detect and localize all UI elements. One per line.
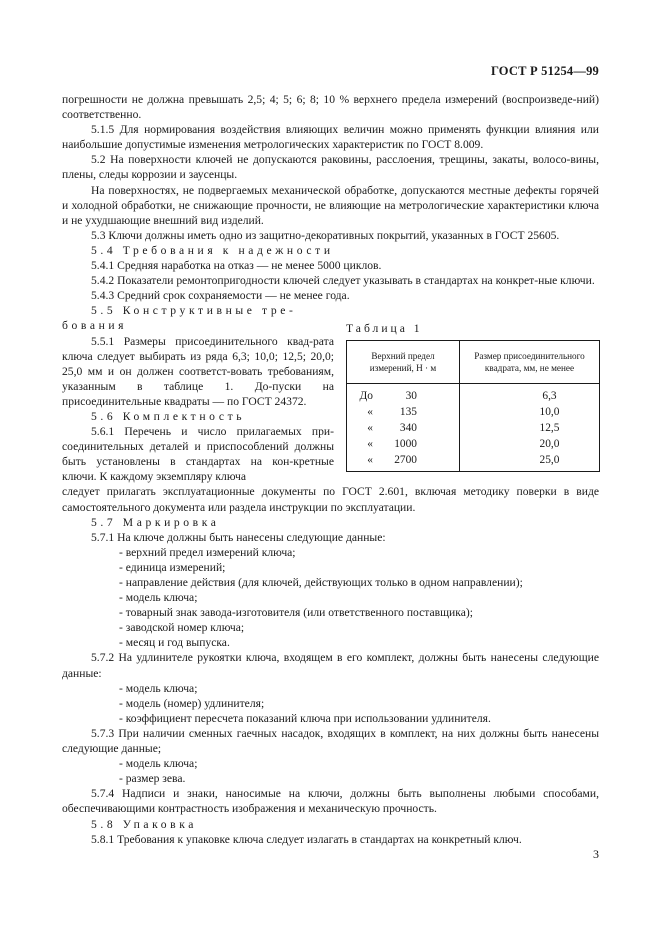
section-5-7-title: 5.7 Маркировка bbox=[91, 515, 220, 529]
paragraph-5-7-4: 5.7.4 Надписи и знаки, наносимые на ключи, должны быть выполнены любыми способами, обеспечивающими контрастность изображения и механическую прочность. bbox=[62, 787, 599, 816]
paragraph-5-1-5: 5.1.5 Для нормирования воздействия влияющих величин можно применять функции влияния или наибольшие допустимые изменения метрологических характеристик по ГОСТ 8.009. bbox=[62, 123, 599, 152]
row-limit: 340 bbox=[399, 422, 417, 434]
list-item: - коэффициент пересчета показаний ключа при использовании удлинителя. bbox=[119, 711, 491, 725]
row-prefix: « bbox=[367, 406, 373, 418]
paragraph-5-7-1: 5.7.1 На ключе должны быть нанесены следующие данные: bbox=[91, 530, 386, 544]
list-item: - верхний предел измерений ключа; bbox=[119, 545, 296, 559]
row-size: 6,3 bbox=[460, 384, 600, 405]
section-5-6-title: 5.6 Комплектность bbox=[91, 409, 246, 423]
list-item: - модель ключа; bbox=[119, 681, 198, 695]
paragraph-5-3: 5.3 Ключи должны иметь одно из защитно-декоративных покрытий, указанных в ГОСТ 25605. bbox=[91, 228, 560, 242]
column-header-upper-limit: Верхний предел измерений, Н · м bbox=[347, 341, 460, 384]
table-row bbox=[347, 420, 600, 436]
paragraph-5-6-1: 5.6.1 Перечень и число прилагаемых при-соединительных деталей и приспособлений должны быть установлены в стандартах на кон-кретные ключи. К каждому экземпляру ключа bbox=[62, 425, 334, 484]
list-item: - заводской номер ключа; bbox=[119, 621, 245, 635]
list-item: - товарный знак завода-изготовителя (или ответственного поставщика); bbox=[119, 606, 473, 620]
table-caption: Таблица 1 bbox=[346, 322, 423, 335]
paragraph-5-4-3: 5.4.3 Средний срок сохраняемости — не менее года. bbox=[91, 289, 350, 303]
row-prefix: « bbox=[367, 438, 373, 450]
section-5-4-title: 5.4 Требования к надежности bbox=[91, 243, 334, 257]
list-item: - месяц и год выпуска. bbox=[119, 636, 230, 650]
section-5-8-title: 5.8 Упаковка bbox=[91, 817, 198, 831]
row-limit: 2700 bbox=[394, 454, 417, 466]
table-header-row bbox=[347, 341, 600, 384]
paragraph-5-7-3: 5.7.3 При наличии сменных гаечных насадок, входящих в комплект, на них должны быть нанесены следующие данные; bbox=[62, 726, 599, 756]
list-item: - модель (номер) удлинителя; bbox=[119, 696, 265, 710]
table-row bbox=[347, 384, 600, 405]
row-size: 10,0 bbox=[460, 404, 600, 420]
list-item: - модель ключа; bbox=[119, 591, 198, 605]
list-item: - размер зева. bbox=[119, 772, 186, 786]
table-row bbox=[347, 452, 600, 472]
table-row bbox=[347, 436, 600, 452]
row-limit: 30 bbox=[405, 390, 417, 402]
paragraph-5-2: 5.2 На поверхности ключей не допускаются раковины, расслоения, трещины, закаты, волосо-вины, плены, следы коррозии и заусенцы. bbox=[62, 153, 599, 182]
paragraph-5-4-2: 5.4.2 Показатели ремонтопригодности ключей следует указывать в стандартах на конкрет-ные ключи. bbox=[91, 274, 595, 288]
row-size: 20,0 bbox=[460, 436, 600, 452]
paragraph-5-5-1: 5.5.1 Размеры присоединительного квад-рата ключа следует выбирать из ряда 6,3; 10,0; 12,5; 20,0; 25,0 мм и он должен соответст-вовать требованиям, указанным в таблице 1. До-пуски на присоединительные квадраты — по ГОСТ 24372. bbox=[62, 334, 334, 408]
row-prefix: « bbox=[367, 454, 373, 466]
row-limit: 135 bbox=[399, 406, 417, 418]
list-item: - единица измерений; bbox=[119, 560, 226, 574]
paragraph-continuation: погрешности не должна превышать 2,5; 4; 5; 6; 8; 10 % верхнего предела измерений (воспроизведе-ний) соответственно. bbox=[62, 93, 599, 122]
paragraph-5-8-1: 5.8.1 Требования к упаковке ключа следует излагать в стандартах на конкретный ключ. bbox=[91, 832, 522, 846]
row-size: 25,0 bbox=[460, 452, 600, 472]
list-item: - модель ключа; bbox=[119, 757, 198, 771]
paragraph-5-7-2: 5.7.2 На удлинителе рукоятки ключа, входящем в его комплект, должны быть нанесены следующие данные: bbox=[62, 651, 599, 680]
row-size: 12,5 bbox=[460, 420, 600, 436]
table-1 bbox=[346, 340, 600, 472]
page-number: 3 bbox=[593, 847, 599, 861]
row-limit: 1000 bbox=[394, 438, 417, 450]
paragraph-5-6-1-cont: следует прилагать эксплуатационные документы по ГОСТ 2.601, включая методику поверки в виде самостоятельного документа или раздела инструкции по эксплуатации. bbox=[62, 485, 599, 514]
table-row bbox=[347, 404, 600, 420]
section-5-5-title: 5.5 Конструктивные тре- bbox=[91, 304, 297, 318]
list-item: - направление действия (для ключей, действующих только в одном направлении); bbox=[119, 576, 523, 589]
section-5-5-title-cont: бования bbox=[62, 319, 128, 333]
paragraph-surfaces: На поверхностях, не подвергаемых механической обработке, допускаются местные дефекты горячей и холодной обработки, не снижающие прочности, не влияющие на метрологические характеристики ключа и не ухудшающие внешний вид изделий. bbox=[62, 183, 599, 227]
row-prefix: « bbox=[367, 422, 373, 434]
standard-header: ГОСТ Р 51254—99 bbox=[490, 64, 599, 78]
row-prefix: До bbox=[359, 390, 373, 402]
paragraph-5-4-1: 5.4.1 Средняя наработка на отказ — не менее 5000 циклов. bbox=[91, 259, 382, 273]
column-header-square-size: Размер присоединительного квадрата, мм, не менее bbox=[460, 341, 600, 384]
